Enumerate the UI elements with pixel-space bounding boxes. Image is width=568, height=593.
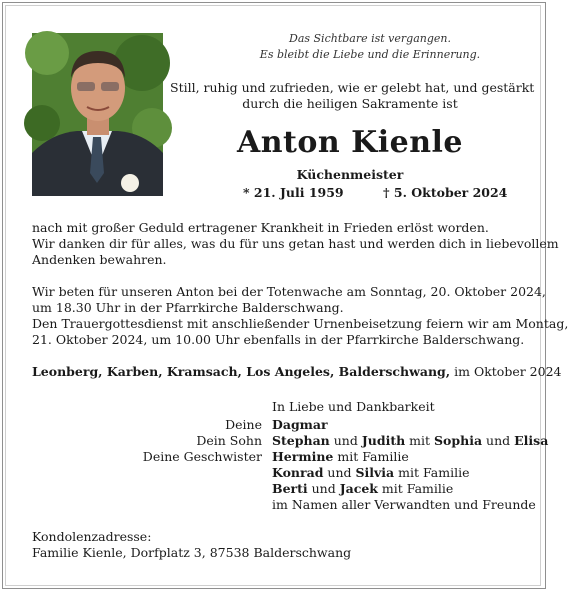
sibling-line-3: Berti und Jacek mit Familie (272, 481, 454, 496)
grandchild-1: Sophia (434, 433, 483, 448)
signature-closing: im Namen aller Verwandten und Freunde (272, 497, 536, 512)
places-bold: Leonberg, Karben, Kramsach, Los Angeles, Balderschwang, (32, 364, 451, 379)
portrait-photo (32, 33, 163, 196)
sibling-line-2: Konrad und Silvia mit Familie (272, 465, 470, 480)
text2-line-1: Wir beten für unseren Anton bei der Totenwache am Sonntag, 20. Oktober 2024, (32, 284, 546, 299)
text1-line-2: Wir danken dir für alles, was du für uns getan hast und werden dich in liebevollem (32, 236, 559, 251)
signature-opening: In Liebe und Dankbarkeit (272, 399, 435, 414)
death-date: † 5. Oktober 2024 (383, 185, 508, 200)
wife-name: Dagmar (272, 417, 328, 432)
places-date: im Oktober 2024 (450, 364, 562, 379)
label-son: Dein Sohn (196, 433, 262, 448)
text1-line-1: nach mit großer Geduld ertragener Krankheit in Frieden erlöst worden. (32, 220, 489, 235)
places-line (32, 364, 561, 381)
text1-line-3: Andenken bewahren. (32, 252, 167, 267)
son-line: Stephan und Judith mit Sophia und Elisa (272, 433, 549, 448)
condolence-address: Familie Kienle, Dorfplatz 3, 87538 Balderschwang (32, 545, 352, 560)
condolence-label: Kondolenzadresse: (32, 529, 152, 544)
intro-line-1: Still, ruhig und zufrieden, wie er gelebt hat, und gestärkt (170, 80, 535, 95)
sibling-line-1: Hermine mit Familie (272, 449, 409, 464)
deceased-name: Anton Kienle (236, 125, 464, 160)
occupation: Küchenmeister (296, 167, 404, 182)
son-name: Stephan (272, 433, 330, 448)
text2-line-3: Den Trauergottesdienst mit anschließender Urnenbeisetzung feiern wir am Montag, (32, 316, 568, 331)
intro-line-2: durch die heiligen Sakramente ist (242, 96, 458, 111)
son-partner: Judith (361, 433, 406, 448)
label-siblings: Deine Geschwister (142, 449, 262, 464)
grandchild-2: Elisa (514, 433, 549, 448)
birth-date: * 21. Juli 1959 (243, 185, 344, 200)
quote-line-2: Es bleibt die Liebe und die Erinnerung. (259, 48, 481, 61)
label-wife: Deine (225, 417, 262, 432)
text2-line-2: um 18.30 Uhr in der Pfarrkirche Balderschwang. (32, 300, 344, 315)
quote-line-1: Das Sichtbare ist vergangen. (289, 32, 451, 45)
text2-line-4: 21. Oktober 2024, um 10.00 Uhr ebenfalls in der Pfarrkirche Balderschwang. (32, 332, 525, 347)
